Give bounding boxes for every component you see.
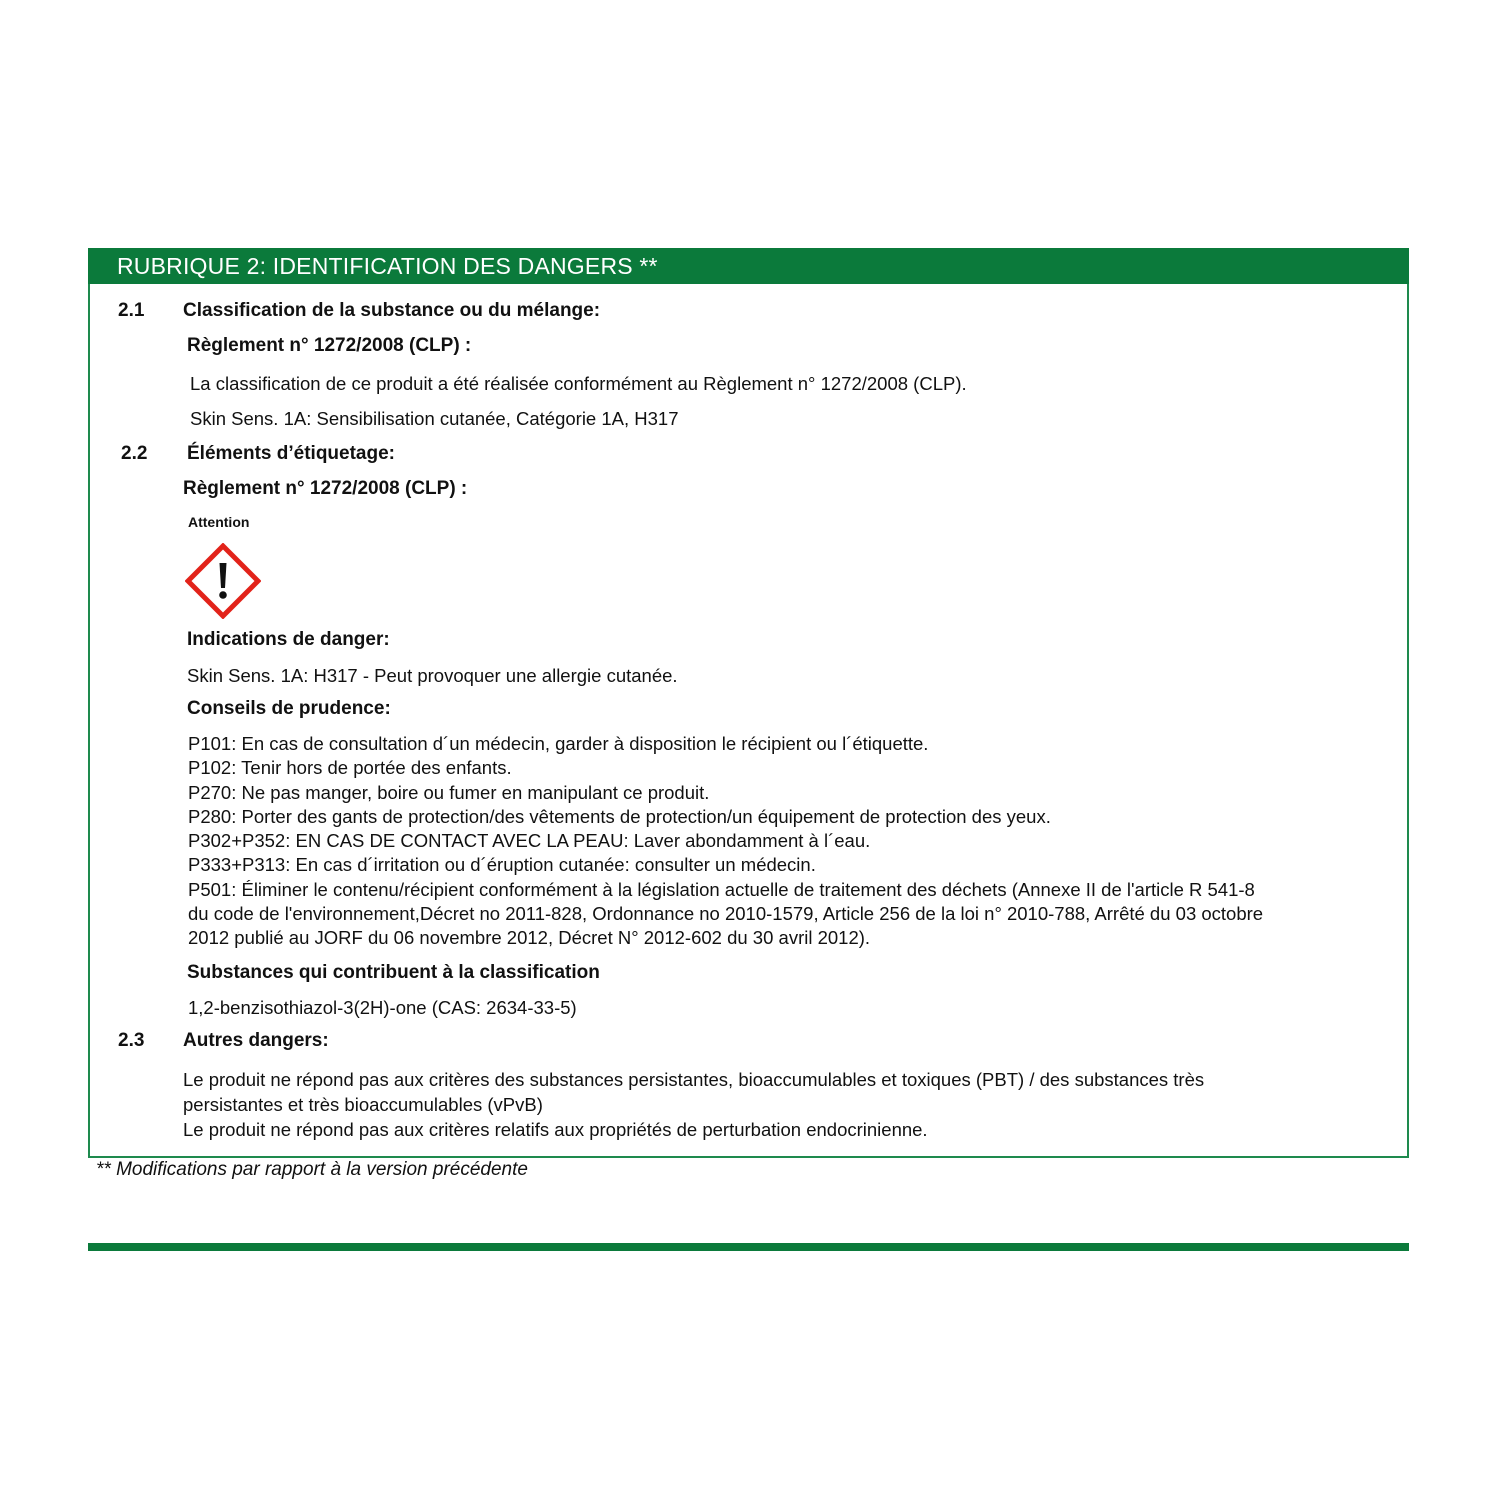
hazard-statement-text: Skin Sens. 1A: H317 - Peut provoquer une allergie cutanée. [187, 665, 678, 686]
section-2-3-title: Autres dangers: [183, 1030, 329, 1051]
section-header: RUBRIQUE 2: IDENTIFICATION DES DANGERS ** [88, 248, 1409, 284]
classification-text: La classification de ce produit a été réalisée conformément au Règlement n° 1272/2008 (CLP). [190, 373, 967, 394]
section-2-2-number: 2.2 [121, 443, 148, 464]
section-2-3-number: 2.3 [118, 1030, 145, 1051]
precautionary-statements-title: Conseils de prudence: [187, 698, 391, 719]
section-2-2-title: Éléments d’étiquetage: [187, 443, 395, 464]
bottom-divider [88, 1243, 1409, 1251]
precaution-line: P101: En cas de consultation d´un médecin, garder à disposition le récipient ou l´étiquette. [188, 733, 929, 754]
other-hazards-line: persistantes et très bioaccumulables (vPvB) [183, 1094, 543, 1115]
section-2-1-number: 2.1 [118, 300, 145, 321]
ghs07-exclamation-icon [185, 543, 261, 619]
section-2-1-regulation: Règlement n° 1272/2008 (CLP) : [187, 335, 472, 356]
precaution-line: P333+P313: En cas d´irritation ou d´éruption cutanée: consulter un médecin. [188, 854, 816, 876]
other-hazards-line: Le produit ne répond pas aux critères des substances persistantes, bioaccumulables et toxiques (PBT) / des substances très [183, 1069, 1205, 1090]
precaution-line: P501: Éliminer le contenu/récipient conformément à la législation actuelle de traitement des déchets (Annexe II de l'article R 541-8 [188, 878, 1255, 900]
other-hazards-line: Le produit ne répond pas aux critères relatifs aux propriétés de perturbation endocrinienne. [183, 1119, 928, 1140]
classification-category: Skin Sens. 1A: Sensibilisation cutanée, Catégorie 1A, H317 [190, 408, 679, 429]
signal-word: Attention [188, 514, 250, 530]
precautionary-statements-list [188, 732, 1263, 951]
modification-footnote: ** Modifications par rapport à la version précédente [96, 1159, 528, 1180]
precaution-line: P280: Porter des gants de protection/des vêtements de protection/un équipement de protection des yeux. [188, 805, 1051, 827]
precaution-line: P302+P352: EN CAS DE CONTACT AVEC LA PEAU: Laver abondamment à l´eau. [188, 830, 871, 852]
section-2-1-title: Classification de la substance ou du mélange: [183, 300, 601, 321]
precaution-line: P270: Ne pas manger, boire ou fumer en manipulant ce produit. [188, 781, 710, 803]
precaution-line: du code de l'environnement,Décret no 2011-828, Ordonnance no 2010-1579, Article 256 de la loi n° 2010-788, Arrêté du 03 octobre [188, 903, 1264, 925]
section-2-2-regulation: Règlement n° 1272/2008 (CLP) : [183, 478, 468, 499]
precaution-line: 2012 publié au JORF du 06 novembre 2012, Décret N° 2012-602 du 30 avril 2012). [188, 927, 871, 949]
other-hazards-text [183, 1067, 1204, 1142]
contributing-substances-title: Substances qui contribuent à la classification [187, 962, 600, 983]
contributing-substances-text: 1,2-benzisothiazol-3(2H)-one (CAS: 2634-33-5) [188, 997, 577, 1018]
precaution-line: P102: Tenir hors de portée des enfants. [188, 757, 512, 779]
hazard-statements-title: Indications de danger: [187, 629, 390, 650]
